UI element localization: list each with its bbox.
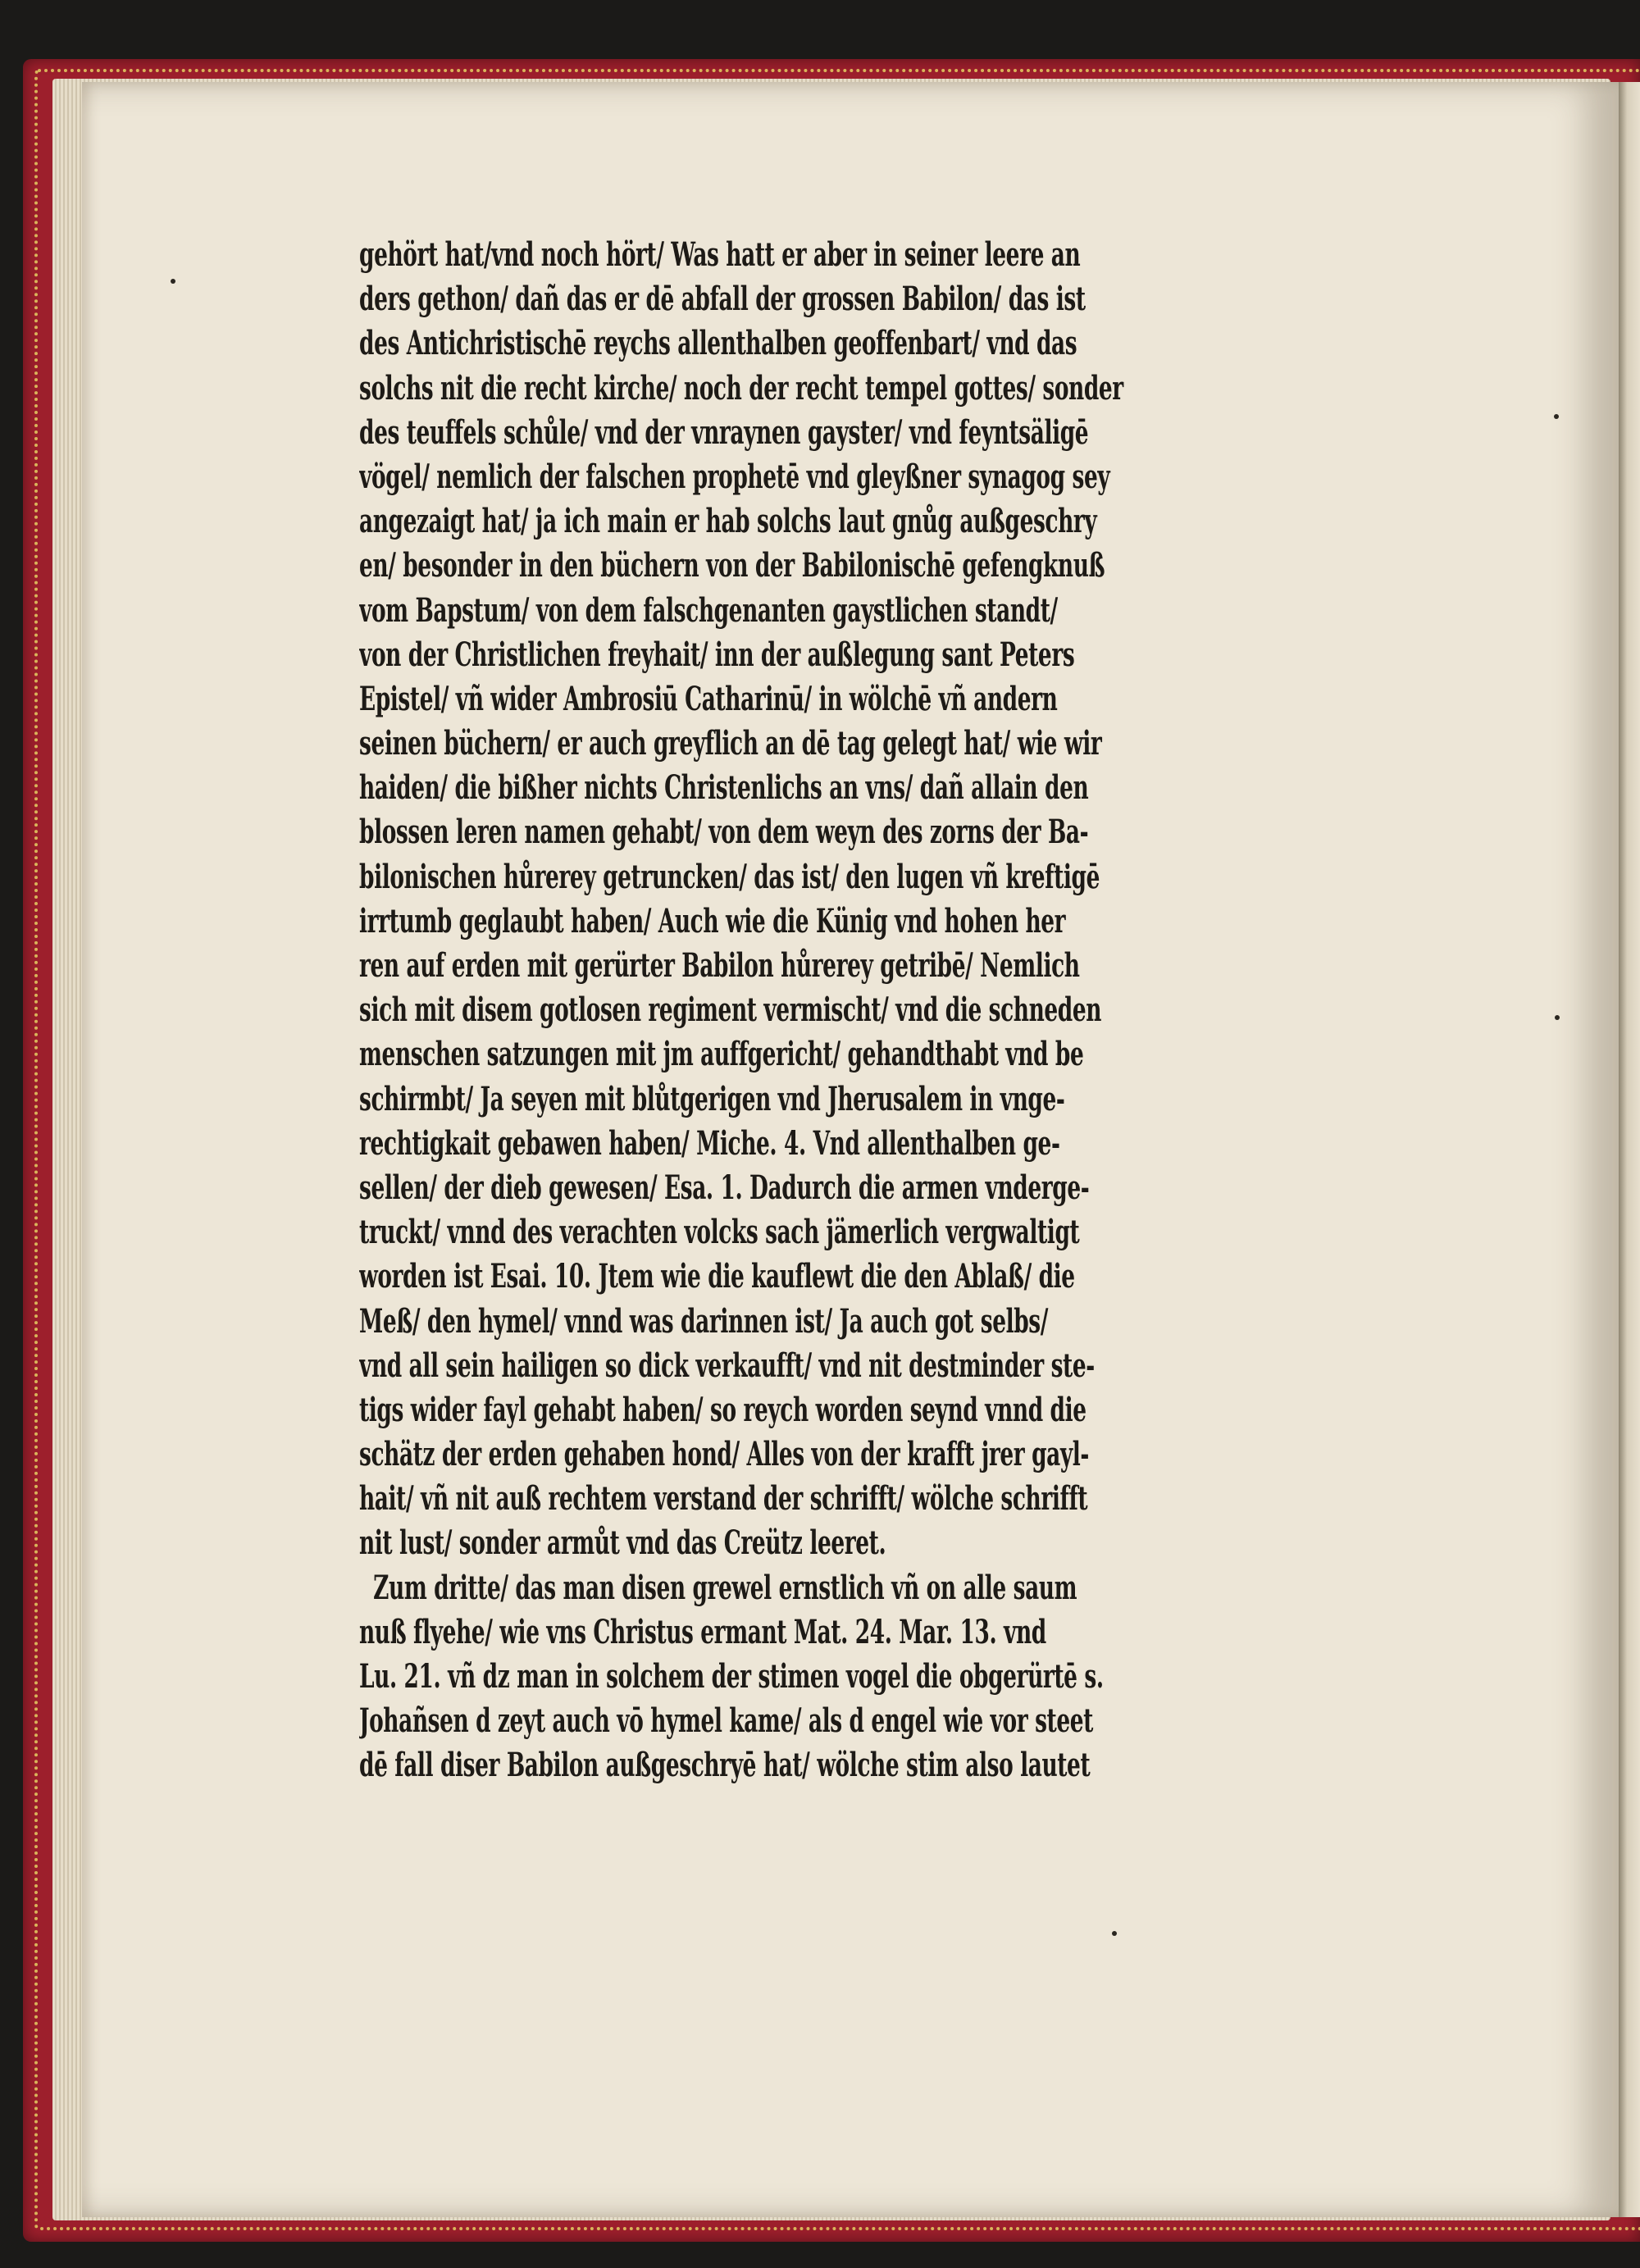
text-line: Zum dritte/ das man disen grewel ernstlich vñ on alle saum [373, 1568, 1077, 1607]
text-line: worden ist Esai. 10. Jtem wie die kauflewt die den Ablaß/ die [359, 1257, 1075, 1296]
text-line: truckt/ vnnd des verachten volcks sach jämerlich vergwaltigt [359, 1213, 1080, 1252]
text-line: vögel/ nemlich der falschen prophetē vnd gleyßner synagog sey [359, 457, 1110, 496]
text-line: dē fall diser Babilon außgeschryē hat/ wölche stim also lautet [359, 1746, 1091, 1785]
ink-speck [171, 279, 175, 284]
ink-speck [1555, 1015, 1560, 1020]
text-line: Johañsen d zeyt auch vō hymel kame/ als d engel wie vor steet [359, 1701, 1093, 1741]
text-line: schirmbt/ Ja seyen mit blůtgerigen vnd Jherusalem in vnge- [359, 1079, 1065, 1118]
text-line: des Antichristischē reychs allenthalben geoffenbart/ vnd das [359, 324, 1077, 363]
text-line: nuß flyehe/ wie vns Christus ermant Mat. 24. Mar. 13. vnd [359, 1612, 1046, 1651]
text-line: ders gethon/ dañ das er dē abfall der grossen Babilon/ das ist [359, 280, 1086, 319]
text-line: angezaigt hat/ ja ich main er hab solchs laut gnůg außgeschry [359, 502, 1097, 541]
text-line: seinen büchern/ er auch greyflich an dē tag gelegt hat/ wie wir [359, 724, 1102, 763]
text-line: solchs nit die recht kirche/ noch der recht tempel gottes/ sonder [359, 368, 1123, 408]
text-line: von der Christlichen freyhait/ inn der außlegung sant Peters [359, 635, 1075, 674]
text-line: hait/ vñ nit auß rechtem verstand der schrifft/ wölche schrifft [359, 1479, 1088, 1519]
text-line: sellen/ der dieb gewesen/ Esa. 1. Dadurch die armen vnderge- [359, 1168, 1090, 1207]
text-line: schätz der erden gehaben hond/ Alles von der krafft jrer gayl- [359, 1435, 1089, 1474]
text-line: des teuffels schůle/ vnd der vnraynen gayster/ vnd feyntsäligē [359, 412, 1089, 452]
text-line: vom Bapstum/ von dem falschgenanten gaystlichen standt/ [359, 590, 1058, 630]
text-line: nit lust/ sonder armůt vnd das Creütz leeret. [359, 1523, 886, 1563]
text-line: irrtumb geglaubt haben/ Auch wie die Künig vnd hohen her [359, 901, 1066, 940]
text-line: sich mit disem gotlosen regiment vermischt/ vnd die schneden [359, 991, 1102, 1030]
text-line: menschen satzungen mit jm auffgericht/ gehandthabt vnd be [359, 1035, 1084, 1074]
text-line: Epistel/ vñ wider Ambrosiū Catharinū/ in wölchē vñ andern [359, 679, 1058, 718]
text-line: vnd all sein hailigen so dick verkaufft/ vnd nit destminder ste- [359, 1346, 1095, 1385]
ink-speck [1554, 414, 1559, 419]
text-line: bilonischen hůrerey getruncken/ das ist/ den lugen vñ kreftigē [359, 857, 1100, 896]
text-line: Lu. 21. vñ dz man in solchem der stimen vogel die obgerürtē s. [359, 1657, 1104, 1696]
text-line: gehört hat/vnd noch hört/ Was hatt er aber in seiner leere an [359, 235, 1081, 274]
text-block [359, 233, 1476, 1788]
text-line: ren auf erden mit gerürter Babilon hůrerey getribē/ Nemlich [359, 946, 1080, 985]
text-line: haiden/ die bißher nichts Christenlichs an vns/ dañ allain den [359, 768, 1089, 808]
text-line: Meß/ den hymel/ vnnd was darinnen ist/ Ja auch got selbs/ [359, 1301, 1049, 1341]
text-line: en/ besonder in den büchern von der Babilonischē gefengknuß [359, 546, 1105, 585]
text-line: rechtigkait gebawen haben/ Miche. 4. Vnd allenthalben ge- [359, 1123, 1060, 1163]
text-line: blossen leren namen gehabt/ von dem weyn des zorns der Ba- [359, 813, 1089, 852]
facing-page-edge [1619, 82, 1640, 2217]
text-line: tigs wider fayl gehabt haben/ so reych worden seynd vnnd die [359, 1390, 1086, 1429]
ink-speck [1112, 1931, 1117, 1936]
